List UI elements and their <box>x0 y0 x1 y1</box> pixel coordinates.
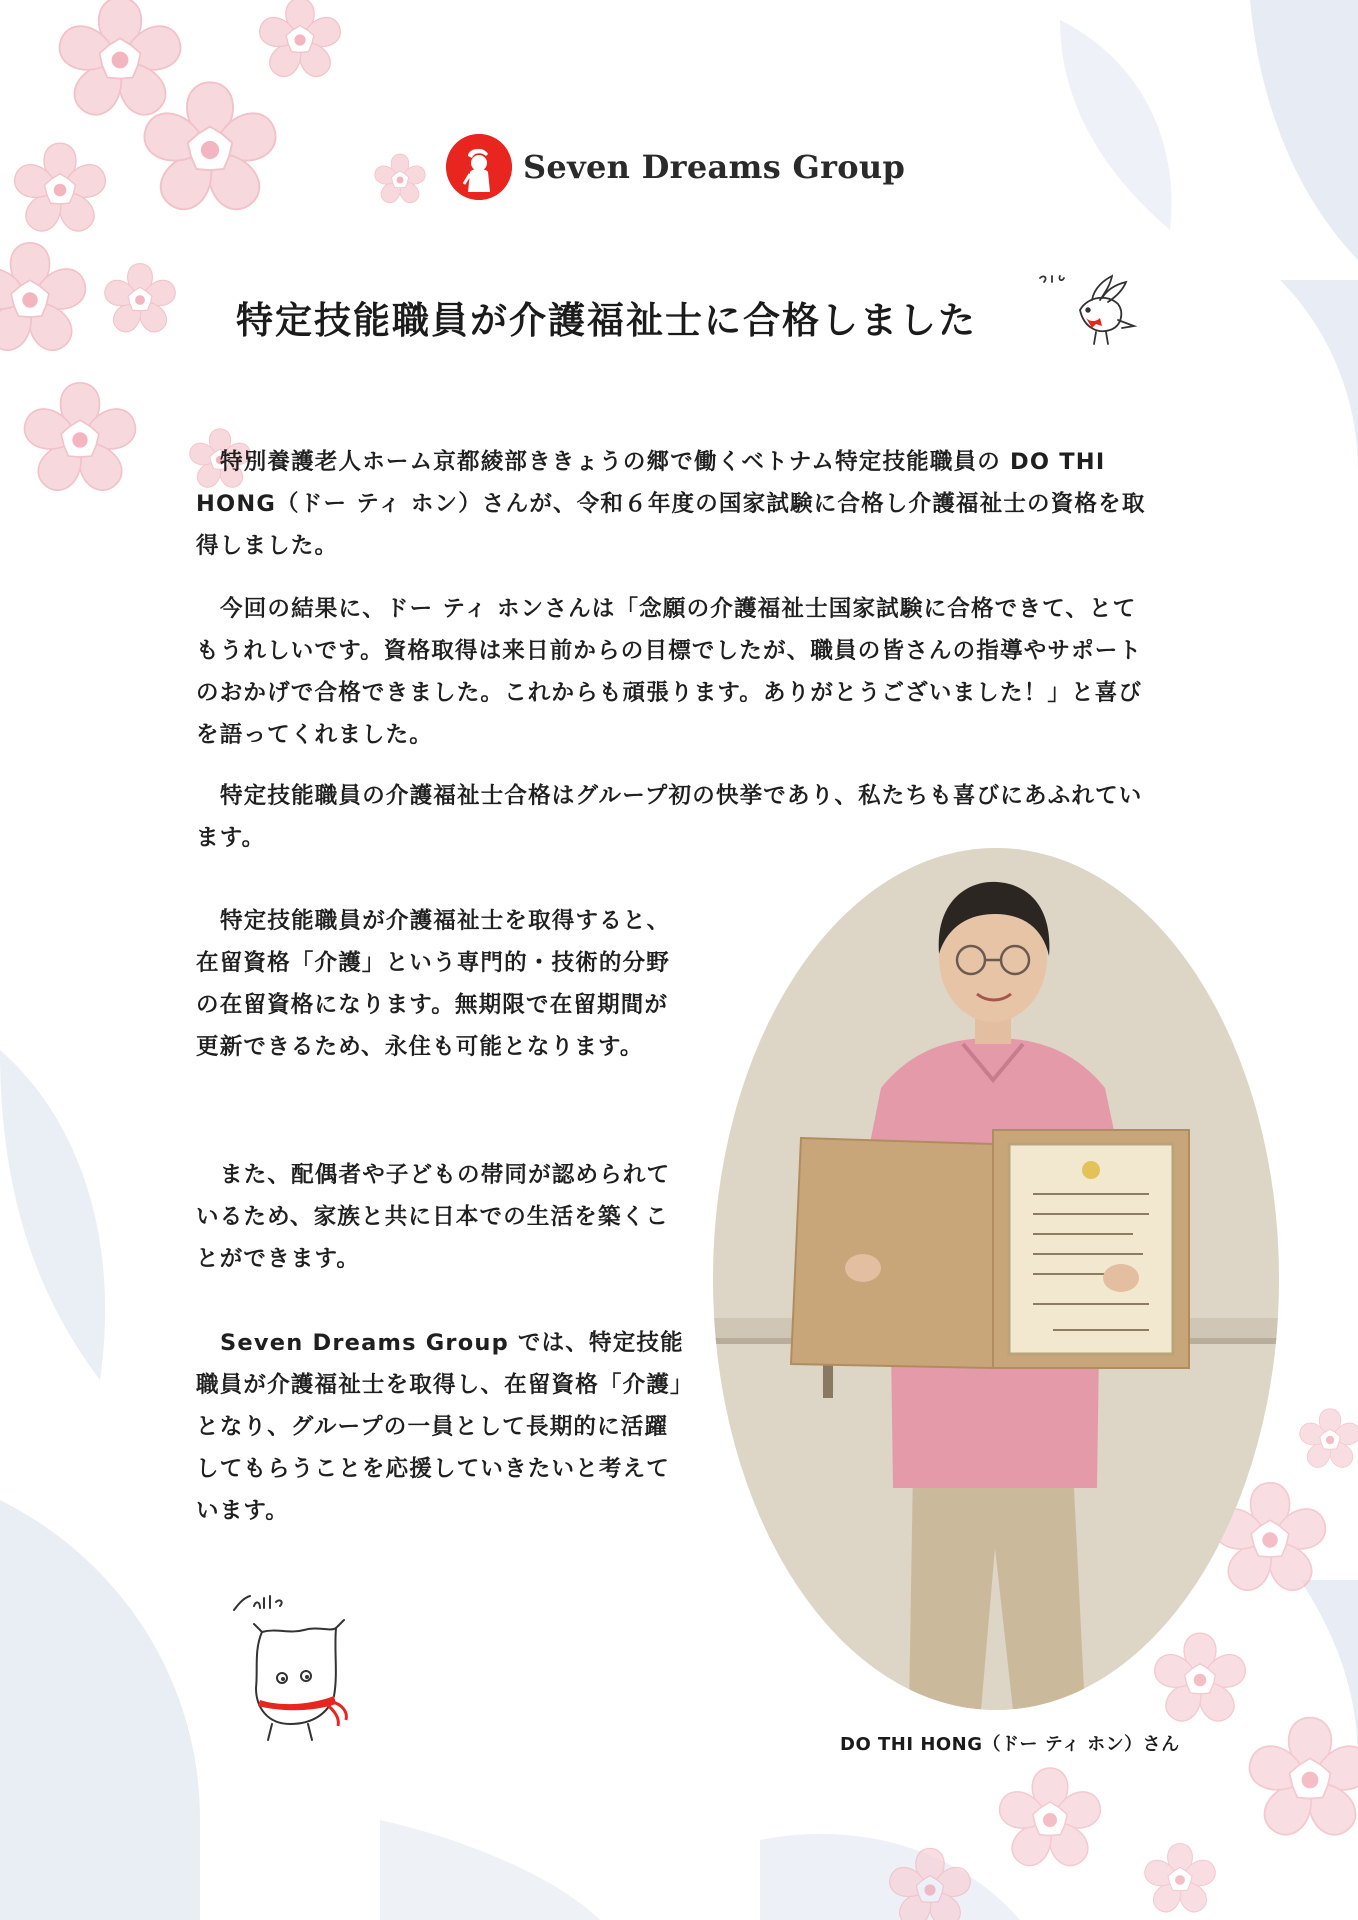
staff-photo <box>713 848 1279 1710</box>
brand-logo <box>446 133 905 201</box>
quote-paragraph: 今回の結果に、ドー ティ ホンさんは「念願の介護福祉士国家試験に合格できて、とてもうれしいです。資格取得は来日前からの目標でしたが、職員の皆さんの指導やサポートのおかげで合格できました。これからも頑張ります。ありがとうございました！」と喜びを語ってくれました。 <box>196 596 1143 748</box>
support-paragraph: Seven Dreams Group では、特定技能職員が介護福祉士を取得し、在留資格「介護」となり、グループの一員として長期的に活躍してもらうことを応援していきたいと考えています。 <box>196 1330 684 1524</box>
residence-status-paragraph: 特定技能職員が介護福祉士を取得すると、在留資格「介護」という専門的・技術的分野の在留資格になります。無期限で在留期間が更新できるため、永住も可能となります。 <box>196 908 671 1060</box>
logo-mark-icon <box>446 134 512 200</box>
page-title: 特定技能職員が介護福祉士に合格しました <box>236 299 977 342</box>
brand-name: Seven Dreams Group <box>523 148 906 186</box>
achievement-paragraph: 特定技能職員の介護福祉士合格はグループ初の快挙であり、私たちも喜びにあふれています。 <box>196 783 1143 851</box>
photo-caption: DO THI HONG（ドー ティ ホン）さん <box>840 1734 1180 1755</box>
bird-illustration-icon <box>1030 270 1150 350</box>
intro-paragraph: 特別養護老人ホーム京都綾部ききょうの郷で働くベトナム特定技能職員の DO THI HONG（ドー ティ ホン）さんが、令和６年度の国家試験に合格し介護福祉士の資格を取得しました。 <box>196 449 1146 559</box>
mascot-smile-illustration-icon <box>228 1588 368 1748</box>
family-paragraph: また、配偶者や子どもの帯同が認められているため、家族と共に日本での生活を築くことができます。 <box>196 1162 671 1272</box>
